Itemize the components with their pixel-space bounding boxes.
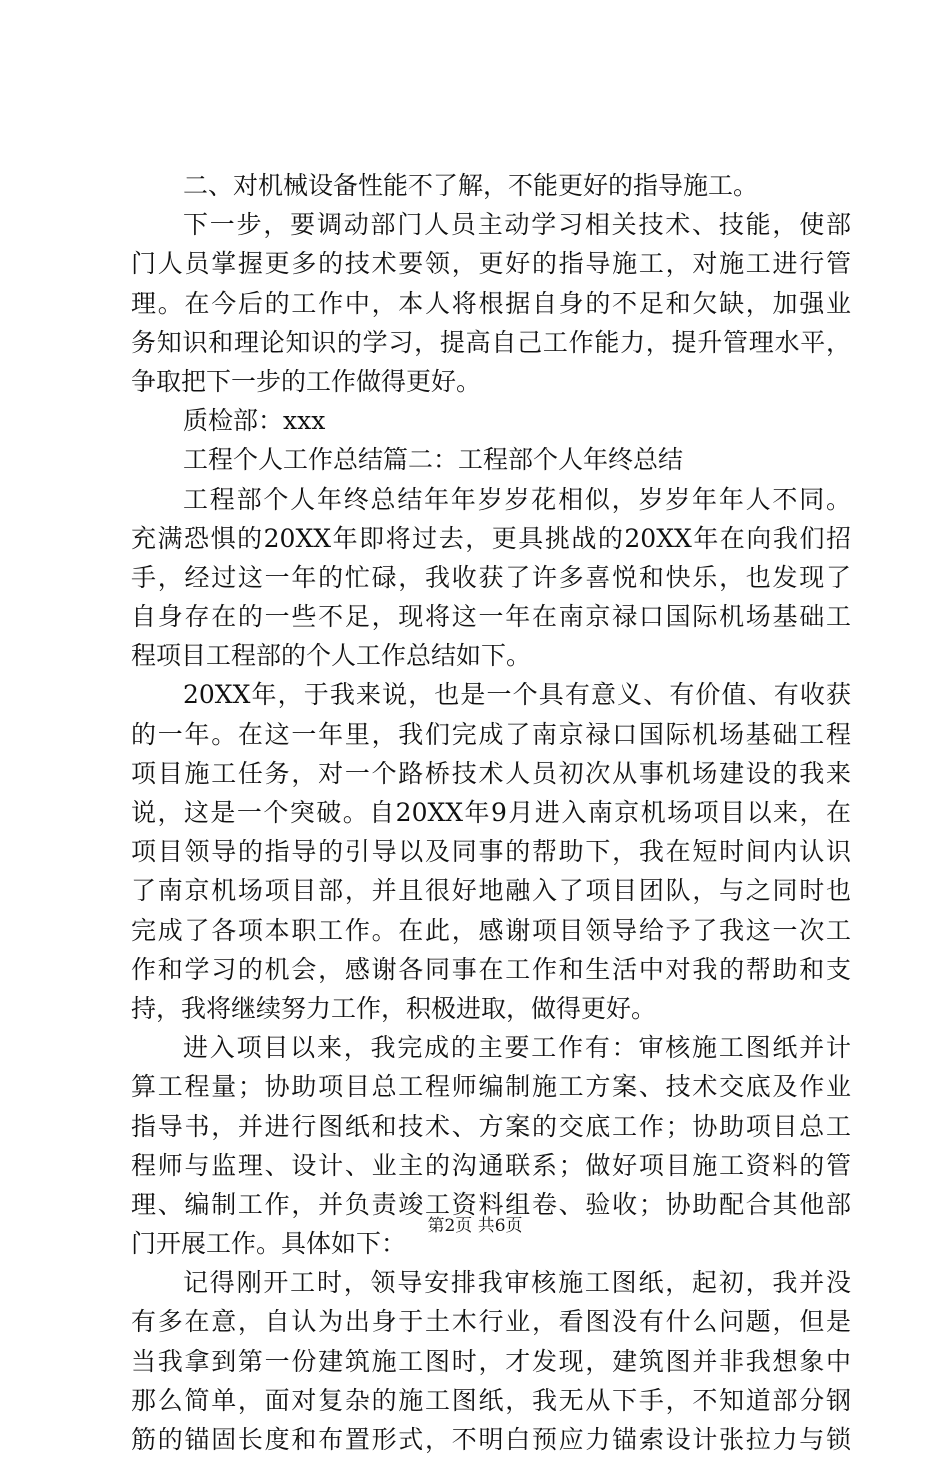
text-line: 门人员掌握更多的技术要领，更好的指导施工，对施工进行管 <box>131 249 851 279</box>
text-line: 项目领导的指导的引导以及同事的帮助下，我在短时间内认识 <box>131 837 851 867</box>
text-line: 二、对机械设备性能不了解，不能更好的指导施工。 <box>183 171 759 200</box>
text-line: 理。在今后的工作中，本人将根据自身的不足和欠缺，加强业 <box>131 288 851 318</box>
text-line: 作和学习的机会，感谢各同事在工作和生活中对我的帮助和支 <box>131 954 851 984</box>
text-line: 进入项目以来，我完成的主要工作有：审核施工图纸并计 <box>183 1033 851 1063</box>
text-line: 指导书，并进行图纸和技术、方案的交底工作；协助项目总工 <box>131 1111 851 1141</box>
text-line: 有多在意，自认为出身于土木行业，看图没有什么问题，但是 <box>131 1307 851 1337</box>
text-line: 程项目工程部的个人工作总结如下。 <box>131 641 532 671</box>
text-line: 工程部个人年终总结年年岁岁花相似，岁岁年年人不同。 <box>183 484 851 514</box>
text-line: 20XX年，于我来说，也是一个具有意义、有价值、有收获 <box>183 680 851 710</box>
text-line: 完成了各项本职工作。在此，感谢项目领导给予了我这一次工 <box>131 915 851 945</box>
text-line: 那么简单，面对复杂的施工图纸，我无从下手，不知道部分钢 <box>131 1385 851 1415</box>
text-line: 自身存在的一些不足，现将这一年在南京禄口国际机场基础工 <box>131 602 851 632</box>
text-line: 务知识和理论知识的学习，提高自己工作能力，提升管理水平， <box>131 327 851 357</box>
text-line: 项目施工任务，对一个路桥技术人员初次从事机场建设的我来 <box>131 758 851 788</box>
text-line: 程师与监理、设计、业主的沟通联系；做好项目施工资料的管 <box>131 1150 851 1180</box>
text-line: 下一步，要调动部门人员主动学习相关技术、技能，使部 <box>183 210 851 240</box>
document-body <box>131 166 851 1459</box>
section-heading: 工程个人工作总结篇二：工程部个人年终总结 <box>183 445 684 475</box>
text-line: 当我拿到第一份建筑施工图时，才发现，建筑图并非我想象中 <box>131 1346 851 1376</box>
text-line: 充满恐惧的20XX年即将过去，更具挑战的20XX年在向我们招 <box>131 523 851 553</box>
text-line: 筋的锚固长度和布置形式，不明白预应力锚索设计张拉力与锁 <box>131 1425 851 1454</box>
text-line: 理、编制工作，并负责竣工资料组卷、验收；协助配合其他部 <box>131 1189 851 1219</box>
text-line: 的一年。在这一年里，我们完成了南京禄口国际机场基础工程 <box>131 719 851 749</box>
text-line: 门开展工作。具体如下： <box>131 1229 407 1259</box>
text-line: 争取把下一步的工作做得更好。 <box>131 366 482 396</box>
page-number-footer: 第2页 共6页 <box>427 1216 523 1236</box>
text-line: 说，这是一个突破。自20XX年9月进入南京机场项目以来，在 <box>131 798 851 827</box>
text-line: 记得刚开工时，领导安排我审核施工图纸，起初，我并没 <box>183 1268 851 1298</box>
text-line: 了南京机场项目部，并且很好地融入了项目团队，与之同时也 <box>131 876 851 906</box>
text-line: 手，经过这一年的忙碌，我收获了许多喜悦和快乐，也发现了 <box>131 562 851 592</box>
text-line: 算工程量；协助项目总工程师编制施工方案、技术交底及作业 <box>131 1072 851 1102</box>
text-line: 质检部：xxx <box>183 406 326 436</box>
text-line: 持，我将继续努力工作，积极进取，做得更好。 <box>131 993 657 1023</box>
